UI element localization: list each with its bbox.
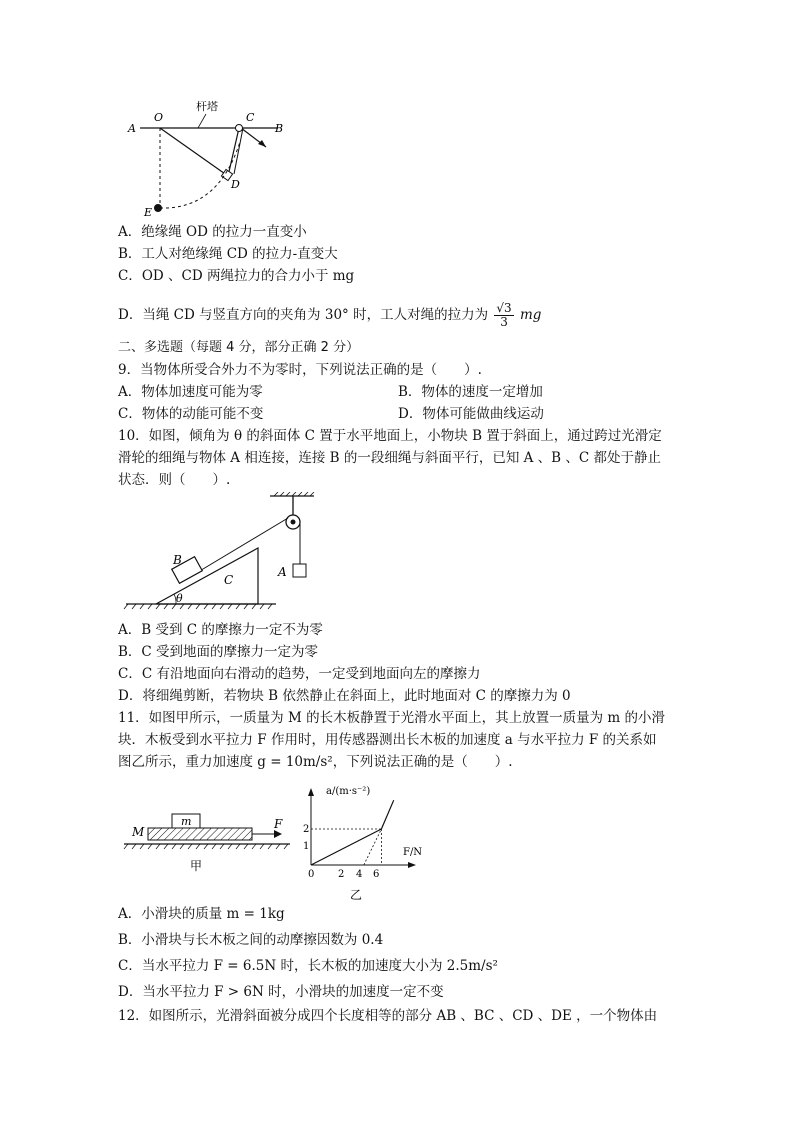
q9-option-d: D．物体可能做曲线运动	[398, 406, 544, 422]
q8-option-d-unit: mg	[519, 307, 542, 323]
q11-stem-1: 11．如图甲所示，一质量为 M 的长木板静置于光滑水平面上，其上放置一质量为 m 的小滑	[118, 710, 665, 726]
fraction-numerator: √3	[496, 301, 512, 315]
label-E: E	[144, 206, 153, 219]
q11-stem-3: 图乙所示，重力加速度 g = 10m/s²，下列说法正确的是（ ）.	[118, 754, 513, 770]
q10-option-a: A．B 受到 C 的摩擦力一定不为零	[118, 622, 323, 638]
x-tick-4: 4	[356, 869, 363, 880]
q9-stem: 9．当物体所受合外力不为零时，下列说法正确的是（ ）.	[118, 362, 482, 378]
y-tick-1: 1	[303, 841, 310, 852]
label-m: m	[181, 815, 192, 828]
fraction	[494, 302, 513, 329]
q11-option-a: A．小滑块的质量 m = 1kg	[118, 906, 285, 922]
x-tick-2: 2	[338, 869, 345, 880]
q10-option-c: C．C 有沿地面向右滑动的趋势，一定受到地面向左的摩擦力	[118, 666, 481, 682]
label-A: A	[128, 122, 136, 135]
x-tick-6: 6	[373, 869, 380, 880]
label-theta: θ	[176, 592, 183, 605]
tower-figure	[118, 92, 298, 222]
q11-option-b: B．小滑块与长木板之间的动摩擦因数为 0.4	[118, 932, 384, 948]
graph-ylabel: a/(m·s⁻²)	[326, 786, 371, 797]
label-rod: 杆塔	[196, 100, 218, 113]
caption-jia: 甲	[190, 859, 203, 873]
label-M: M	[132, 825, 145, 839]
label-A-mass: A	[278, 565, 287, 579]
q8-option-c: C．OD 、CD 两绳拉力的合力小于 mg	[118, 268, 355, 284]
q11-option-c: C．当水平拉力 F = 6.5N 时，长木板的加速度大小为 2.5m/s²	[118, 958, 498, 974]
q10-stem-2: 滑轮的细绳与物体 A 相连接，连接 B 的一段细绳与斜面平行，已知 A 、B 、C 都处于静止	[118, 450, 661, 466]
q8-option-b: B．工人对绝缘绳 CD 的拉力-直变大	[118, 246, 338, 262]
q10-option-d: D．将细绳剪断，若物块 B 依然静止在斜面上，此时地面对 C 的摩擦力为 0	[118, 688, 571, 704]
caption-yi: 乙	[350, 888, 363, 902]
graph-xlabel: F/N	[403, 847, 423, 858]
q8-option-d	[118, 300, 541, 330]
q10-stem-3: 状态．则（ ）.	[118, 472, 231, 488]
label-C: C	[246, 111, 255, 124]
q9-option-c: C．物体的动能可能不变	[118, 406, 264, 422]
label-O: O	[154, 111, 164, 124]
incline-figure	[118, 492, 328, 618]
board-figure	[118, 808, 298, 878]
fraction-denominator: 3	[500, 315, 508, 329]
q10-option-b: B．C 受到地面的摩擦力一定为零	[118, 644, 319, 660]
graph-dashed-extension	[364, 829, 382, 865]
q9-options-row1	[118, 382, 678, 402]
af-graph	[300, 782, 450, 904]
q11-option-d: D．当水平拉力 F > 6N 时，小滑块的加速度一定不变	[118, 984, 444, 1000]
x-tick-0: 0	[308, 869, 315, 880]
label-F: F	[274, 817, 283, 831]
q8-option-a: A．绝缘绳 OD 的拉力一直变小	[118, 224, 307, 240]
q10-stem-1: 10．如图，倾角为 θ 的斜面体 C 置于水平地面上，小物块 B 置于斜面上，通过跨过光滑定	[118, 428, 662, 444]
q9-option-a: A．物体加速度可能为零	[118, 384, 263, 400]
label-C-wedge: C	[224, 573, 234, 587]
q8-option-d-text: D．当绳 CD 与竖直方向的夹角为 30° 时，工人对绳的拉力为	[118, 307, 489, 323]
y-tick-2: 2	[303, 824, 310, 835]
label-B: B	[275, 122, 284, 135]
label-D: D	[231, 178, 240, 191]
q9-option-b: B．物体的速度一定增加	[398, 384, 543, 400]
graph-segment-1	[311, 829, 381, 865]
q9-options-row2	[118, 404, 678, 424]
graph-segment-2	[381, 800, 393, 829]
q12-stem-1: 12．如图所示，光滑斜面被分成四个长度相等的部分 AB 、BC 、CD 、DE ，一个物体由	[118, 1008, 658, 1024]
label-B-block: B	[173, 553, 182, 567]
section-title: 二、多选题（每题 4 分，部分正确 2 分）	[118, 340, 360, 355]
q11-stem-2: 块．木板受到水平拉力 F 作用时，用传感器测出长木板的加速度 a 与水平拉力 F 的关系如	[118, 732, 657, 748]
